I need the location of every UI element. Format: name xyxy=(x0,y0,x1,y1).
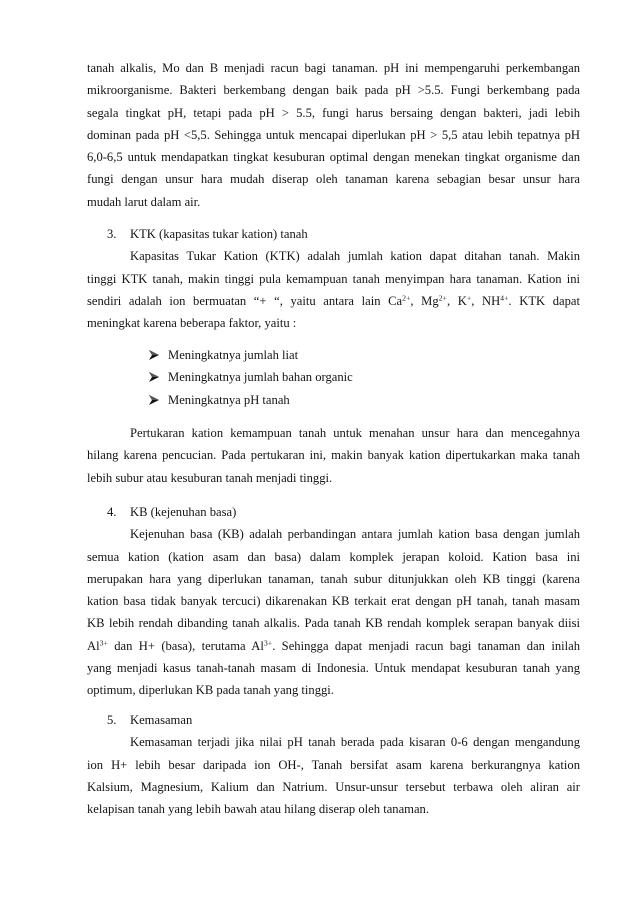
paragraph-line: hilang karena pencucian. Pada pertukaran ini, makin banyak kation dipertukarkan maka tanah xyxy=(87,448,580,463)
bullet-item xyxy=(87,389,580,411)
paragraph-line xyxy=(87,635,580,657)
paragraph-line: merupakan hara yang diperlukan tanaman, tanah subur ditunjukkan oleh KB tinggi (karena xyxy=(87,571,580,586)
paragraph-line: Kapasitas Tukar Kation (KTK) adalah jumlah kation dapat ditahan tanah. Makin xyxy=(130,249,580,264)
section-number: 5. xyxy=(107,713,117,727)
paragraph-line: kation basa tidak banyak tercuci) dikarenakan KB terkait erat dengan pH tanah, tanah masam xyxy=(87,594,580,609)
section-ktk-closing-paragraph xyxy=(87,422,580,489)
text-run: , K xyxy=(446,293,467,308)
text-run: dan H+ (basa), terutama Al xyxy=(107,638,264,653)
superscript: + xyxy=(466,293,472,303)
paragraph-line: Kemasaman terjadi jika nilai pH tanah berada pada kisaran 0-6 dengan mengandung xyxy=(130,735,580,750)
superscript: 2+ xyxy=(438,293,447,303)
paragraph-line: Kejenuhan basa (KB) adalah perbandingan antara jumlah kation basa dengan jumlah xyxy=(130,527,580,542)
section-title: Kemasaman xyxy=(130,713,193,727)
paragraph-line: lebih subur atau kesuburan tanah menjadi tinggi. xyxy=(87,470,333,485)
superscript: 4+ xyxy=(500,293,509,303)
text-run: sendiri adalah ion bermuatan “+ “, yaitu antara lain Ca xyxy=(87,293,403,308)
text-run: , Mg xyxy=(410,293,439,308)
arrowhead-bullet-icon xyxy=(149,350,159,360)
section-title: KTK (kapasitas tukar kation) tanah xyxy=(130,227,308,241)
section-kb xyxy=(87,501,580,702)
section-heading xyxy=(87,223,580,245)
paragraph-line: fungi dengan unsur hara mudah diserap oleh tanaman karena sebagian besar unsur hara xyxy=(87,172,580,187)
paragraph-line: kelapisan tanah yang lebih bawah atau hilang diserap oleh tanaman. xyxy=(87,802,430,817)
superscript: 3+ xyxy=(99,638,108,648)
paragraph-line: semua kation (kation asam dan basa) dalam komplek jerapan koloid. Kation basa ini xyxy=(87,549,580,564)
paragraph-line: optimum, diperlukan KB pada tanah yang tinggi. xyxy=(87,683,334,698)
paragraph-line: mudah larut dalam air. xyxy=(87,194,201,209)
paragraph-line xyxy=(87,290,580,312)
paragraph-line: 6,0-6,5 untuk mendapatkan tingkat kesuburan optimal dengan menekan tingkat organisme dan xyxy=(87,150,580,165)
superscript: 2+ xyxy=(402,293,411,303)
paragraph-line: KB lebih rendah dibanding tanah alkalis. Pada tanah KB rendah komplek serapan banyak diisi xyxy=(87,616,580,631)
bullet-text: Meningkatnya jumlah bahan organic xyxy=(168,370,353,385)
section-number: 4. xyxy=(107,505,117,519)
section-number: 3. xyxy=(107,227,117,241)
section-title: KB (kejenuhan basa) xyxy=(130,505,237,519)
text-run: . KTK dapat xyxy=(508,293,580,308)
text-run: . Sehingga dapat menjadi racun bagi tanaman dan inilah xyxy=(272,638,580,653)
section-heading xyxy=(87,709,580,731)
bullet-item xyxy=(87,366,580,388)
paragraph-line: dominan pada pH <5,5. Sehingga untuk mencapai diperlukan pH > 5,5 atau lebih tepatnya pH xyxy=(87,127,580,142)
paragraph-line: Kalsium, Magnesium, Kalium dan Natrium. Unsur-unsur tersebut terbawa oleh aliran air xyxy=(87,779,580,794)
bullet-list xyxy=(87,344,580,411)
text-run: Al xyxy=(87,638,100,653)
paragraph-line: tinggi KTK tanah, makin tinggi pula kemampuan tanah menyimpan hara tanaman. Kation ini xyxy=(87,271,580,286)
paragraph-line: meningkat karena beberapa faktor, yaitu : xyxy=(87,316,297,331)
paragraph-line: tanah alkalis, Mo dan B menjadi racun bagi tanaman. pH ini mempengaruhi perkembangan xyxy=(87,61,580,75)
section-heading xyxy=(87,501,580,523)
bullet-text: Meningkatnya jumlah liat xyxy=(168,348,299,362)
bullet-text: Meningkatnya pH tanah xyxy=(168,392,290,407)
superscript: 3+ xyxy=(263,638,273,648)
paragraph-line: ion H+ lebih besar daripada ion OH-, Tanah bersifat asam karena berkurangnya kation xyxy=(87,757,580,772)
paragraph-line: mikroorganisme. Bakteri berkembang dengan baik pada pH >5.5. Fungi berkembang pada xyxy=(87,83,580,98)
bullet-item xyxy=(87,344,580,366)
paragraph-line: Pertukaran kation kemampuan tanah untuk menahan unsur hara dan mencegahnya xyxy=(130,426,580,440)
intro-paragraph xyxy=(87,57,580,213)
text-run: , NH xyxy=(471,293,501,308)
arrowhead-bullet-icon xyxy=(149,395,159,405)
paragraph-line: segala tingkat pH, tetapi pada pH > 5.5, fungi harus bersaing dengan bakteri, jadi lebih xyxy=(87,105,580,120)
arrowhead-bullet-icon xyxy=(149,372,159,382)
paragraph-line: yang menjadi kasus tanah-tanah masam di Indonesia. Untuk mendapat kesuburan tanah yang xyxy=(87,661,580,676)
section-kemasaman xyxy=(87,709,580,820)
section-ktk xyxy=(87,223,580,334)
